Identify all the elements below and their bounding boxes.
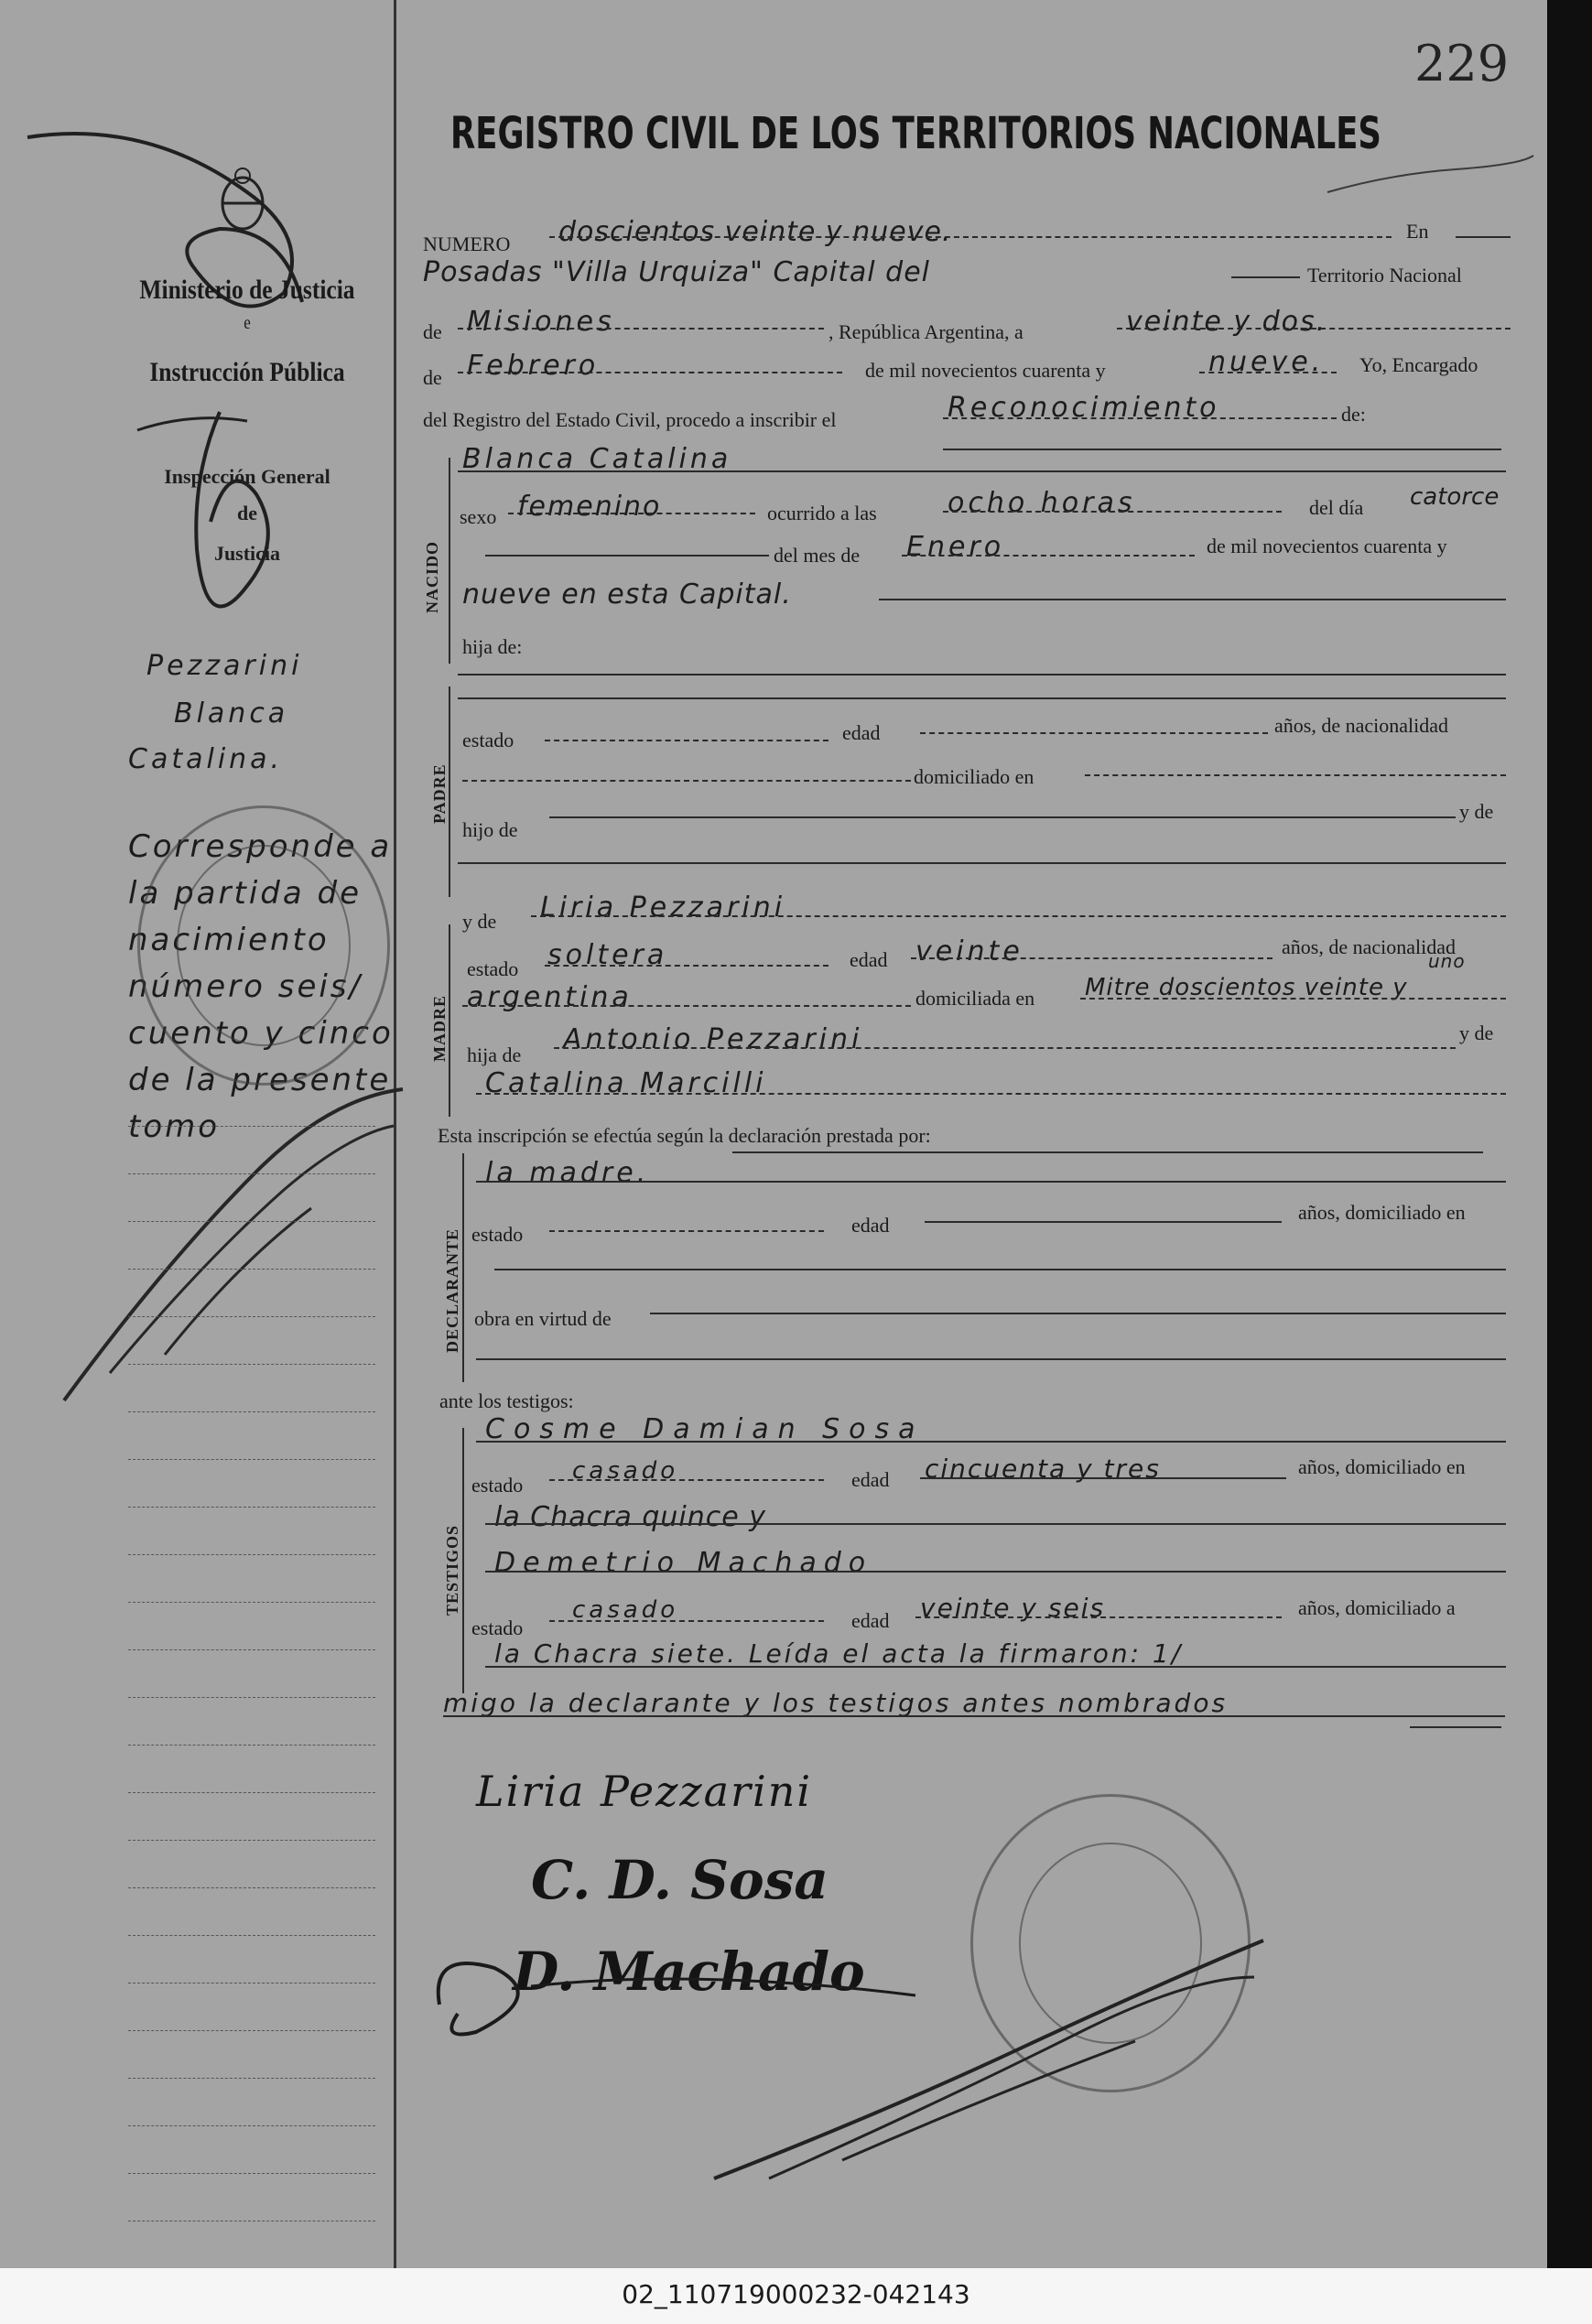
margin-ruled-line: [128, 1173, 375, 1175]
numero-line: [549, 236, 1392, 238]
footer-id: 02_110719000232-042143: [622, 2279, 970, 2309]
testigo1-edad-value: cincuenta y tres: [925, 1454, 1161, 1484]
declaracion-label: Esta inscripción se efectúa según la declaración prestada por:: [438, 1124, 931, 1147]
madre-domicilio-value: Mitre doscientos veinte y: [1085, 974, 1408, 1001]
margin-ruled-line: [128, 1887, 375, 1889]
madre-madre-value: Catalina Marcilli: [485, 1067, 767, 1099]
hora-line: [943, 511, 1282, 513]
declarante-estado-label: estado: [471, 1223, 524, 1246]
margin-name-line-2: Blanca: [174, 697, 289, 730]
margin-name-line-3: Catalina.: [128, 743, 284, 775]
testigo2-edad-line: [915, 1616, 1282, 1618]
margin-ruled-line: [128, 1745, 375, 1746]
numero-value: doscientos veinte y nueve.: [558, 216, 952, 248]
de2-label: de: [423, 366, 442, 389]
de-label: de: [423, 320, 442, 343]
en-line: [1456, 236, 1511, 238]
testigo1-name-line: [476, 1441, 1506, 1443]
madre-padre-line: [554, 1047, 1456, 1049]
margin-ruled-line: [128, 1792, 375, 1794]
signature-liria-pezzarini: Liria Pezzarini: [476, 1767, 813, 1816]
testigo2-edad-value: veinte y seis: [920, 1593, 1106, 1623]
madre-estado-value: soltera: [547, 939, 668, 971]
inspection-line-3: Justicia: [213, 542, 281, 565]
footer-bar: [0, 2268, 1592, 2324]
margin-annotation-line: de la presente: [128, 1062, 392, 1098]
month-value: Febrero: [467, 350, 600, 382]
madre-domicilio-extra: uno: [1428, 950, 1466, 972]
testigo2-estado-line: [549, 1620, 824, 1622]
year2-value: nueve en esta Capital.: [462, 578, 792, 611]
declarante-brace: [462, 1153, 464, 1382]
margin-stamp-inner: [177, 845, 351, 1046]
madre-anos-label: años, de nacionalidad: [1282, 935, 1456, 958]
margin-stamp: [137, 805, 390, 1086]
registrar-signature-scribble: [696, 1886, 1282, 2197]
ministry-line-2: e: [244, 313, 251, 333]
person-name-line: [458, 470, 1506, 472]
year-line: [1199, 372, 1337, 373]
year-value: nueve.: [1208, 346, 1325, 378]
padre-hijo-line: [549, 816, 1456, 818]
declarante-value: la madre.: [485, 1157, 650, 1189]
testigo2-anos-label: años, domiciliado a: [1298, 1596, 1456, 1619]
nacido-label: NACIDO: [423, 540, 441, 613]
territorio-label: Territorio Nacional: [1307, 264, 1462, 286]
signature-sosa: C. D. Sosa: [531, 1849, 828, 1911]
margin-ruled-line: [128, 1697, 375, 1699]
testigos-label: TESTIGOS: [443, 1524, 461, 1616]
declarante-edad-label: edad: [851, 1214, 890, 1237]
ministry-line-1: Ministerio de Justicia: [139, 275, 355, 305]
place-value: Posadas "Villa Urquiza" Capital del: [423, 256, 931, 288]
margin-ruled-line: [128, 1649, 375, 1651]
hora-value: ocho horas: [948, 487, 1136, 519]
declarante-anos-label: años, domiciliado en: [1298, 1201, 1466, 1224]
testigo2-estado-label: estado: [471, 1616, 524, 1639]
madre-label: MADRE: [430, 995, 449, 1062]
person-name-line-2: [943, 449, 1501, 450]
testigo2-edad-label: edad: [851, 1609, 890, 1632]
inspection-line-1: Inspección General: [164, 465, 330, 488]
mes-pre-line: [485, 555, 769, 557]
signature-machado: D. Machado: [513, 1940, 865, 2003]
margin-ruled-line: [128, 1554, 375, 1556]
madre-edad-label: edad: [850, 948, 888, 971]
registro-label: del Registro del Estado Civil, procedo a inscribir el: [423, 408, 837, 431]
madre-estado-label: estado: [467, 957, 519, 980]
testigos-brace: [462, 1428, 464, 1693]
numero-label: NUMERO: [423, 232, 511, 255]
margin-annotation-line: nacimiento: [128, 922, 330, 958]
person-name-value: Blanca Catalina: [462, 443, 732, 475]
page-number: 229: [1414, 35, 1510, 92]
testigo1-estado-value: casado: [572, 1457, 679, 1485]
margin-annotation-line: cuento y cinco: [128, 1015, 394, 1052]
padre-edad-label: edad: [842, 721, 881, 744]
testigo1-estado-line: [549, 1479, 824, 1481]
de3-label: de:: [1341, 403, 1366, 426]
madre-madre-line: [476, 1093, 1506, 1095]
act-type-line: [943, 417, 1337, 419]
margin-annotation-line: tomo: [128, 1108, 221, 1145]
madre-dom-line: [1080, 998, 1506, 1000]
madre-y-de-label: y de: [462, 910, 497, 933]
year2-label: de mil novecientos cuarenta y: [1207, 535, 1447, 557]
act-type-value: Reconocimiento: [948, 392, 1220, 424]
margin-ruled-line: [128, 1602, 375, 1604]
ocurrido-label: ocurrido a las: [767, 502, 877, 524]
margin-name-line-1: Pezzarini: [146, 650, 303, 682]
margin-diagonal-scribble: [55, 1080, 421, 1410]
declarante-edad-line: [925, 1221, 1282, 1223]
margin-annotation-line: número seis/: [128, 968, 363, 1005]
inspection-line-2: de: [237, 502, 257, 524]
nacido-brace: [449, 458, 450, 664]
closing-line-1: la Chacra siete. Leída el acta la firmaron: 1/: [494, 1638, 1184, 1669]
sexo-value: femenino: [517, 491, 662, 523]
testigo2-estado-value: casado: [572, 1596, 679, 1624]
place-line: [1231, 276, 1300, 278]
margin-ruled-line: [128, 1935, 375, 1937]
year-label: de mil novecientos cuarenta y: [865, 359, 1106, 382]
margin-ruled-line: [128, 1126, 375, 1128]
padre-edad-line: [920, 732, 1268, 734]
obra-line: [650, 1313, 1506, 1314]
territory-line: [458, 328, 824, 330]
sexo-line: [508, 513, 755, 514]
madre-nac-line: [462, 1005, 911, 1007]
dia-value: catorce: [1410, 483, 1500, 511]
page-title: REGISTRO CIVIL DE LOS TERRITORIOS NACIONALES: [450, 108, 1381, 159]
margin-ruled-line: [128, 1840, 375, 1842]
ministry-line-3: Instrucción Pública: [149, 357, 345, 387]
margin-ruled-line: [128, 2125, 375, 2127]
testigo1-name-value: Cosme Damian Sosa: [485, 1413, 925, 1445]
margin-ruled-line: [128, 1459, 375, 1461]
testigo1-edad-line: [920, 1477, 1286, 1479]
republica-label: , República Argentina, a: [828, 320, 1023, 343]
madre-nacionalidad-value: argentina: [467, 981, 633, 1013]
padre-dom-line: [1085, 774, 1506, 776]
madre-estado-line: [545, 965, 828, 967]
territory-value: Misiones: [467, 306, 615, 338]
obra-label: obra en virtud de: [474, 1307, 612, 1330]
closing-line-2: migo la declarante y los testigos antes nombrados: [443, 1688, 1229, 1718]
margin-ruled-line: [128, 1269, 375, 1270]
closing-line-1-rule: [485, 1666, 1506, 1668]
madre-y-de2-label: y de: [1459, 1021, 1494, 1044]
declarante-line-top: [732, 1151, 1483, 1153]
padre-nac-line: [462, 780, 911, 782]
hija-label: hija de:: [462, 635, 523, 658]
mes-line: [902, 555, 1195, 557]
closing-end-rule: [1410, 1726, 1501, 1728]
margin-annotation-line: la partida de: [128, 875, 362, 912]
testigo1-dom-line: [485, 1523, 1506, 1525]
madre-domiciliada-label: domiciliada en: [915, 987, 1035, 1010]
madre-name-line: [531, 915, 1506, 917]
declarante-line: [476, 1181, 1506, 1183]
year2-line: [879, 599, 1506, 600]
padre-line-1: [458, 697, 1506, 699]
declarante-label: DECLARANTE: [443, 1227, 461, 1353]
margin-ruled-line: [128, 2173, 375, 2175]
padre-hijo-label: hijo de: [462, 818, 518, 841]
declarante-dom-line: [494, 1269, 1506, 1270]
en-label: En: [1406, 220, 1429, 243]
padre-domiciliado-label: domiciliado en: [914, 765, 1034, 788]
margin-ruled-line: [128, 1364, 375, 1366]
mes-label: del mes de: [774, 544, 861, 567]
margin-annotation-line: Corresponde a: [128, 828, 393, 865]
testigo1-edad-label: edad: [851, 1468, 890, 1491]
margin-ruled-line: [128, 1507, 375, 1508]
testigo1-anos-label: años, domiciliado en: [1298, 1455, 1466, 1478]
madre-hija-label: hija de: [467, 1043, 522, 1066]
day-value: veinte y dos.: [1126, 306, 1327, 338]
margin-ruled-line: [128, 1411, 375, 1413]
month-line: [458, 372, 842, 373]
declarante-estado-line: [549, 1230, 824, 1232]
madre-name-value: Liria Pezzarini: [540, 892, 786, 924]
padre-line-end: [458, 862, 1506, 864]
margin-ruled-line: [128, 1221, 375, 1223]
padre-estado-line: [545, 740, 828, 741]
testigo1-estado-label: estado: [471, 1474, 524, 1497]
mes-value: Enero: [906, 531, 1005, 563]
margin-ruled-line: [128, 2030, 375, 2032]
madre-edad-line: [911, 957, 1273, 959]
sexo-label: sexo: [460, 505, 497, 528]
madre-padre-value: Antonio Pezzarini: [563, 1023, 863, 1055]
obra-line-2: [476, 1358, 1506, 1360]
margin-ruled-line: [128, 2221, 375, 2222]
padre-estado-label: estado: [462, 729, 514, 751]
padre-label: PADRE: [430, 763, 449, 824]
margin-ruled-line: [128, 2078, 375, 2080]
testigo2-name-value: Demetrio Machado: [494, 1547, 873, 1579]
padre-y-de-label: y de: [1459, 800, 1494, 823]
hija-line: [458, 674, 1506, 676]
testigo2-name-line: [485, 1571, 1506, 1573]
madre-edad-value: veinte: [915, 935, 1023, 967]
day-line: [1117, 328, 1511, 330]
testigos-intro: ante los testigos:: [439, 1389, 574, 1412]
padre-anos-label: años, de nacionalidad: [1274, 714, 1448, 737]
dia-label: del día: [1309, 496, 1364, 519]
header-scribble-mark: [1318, 137, 1538, 201]
testigo1-domicilio-value: la Chacra quince y: [494, 1501, 766, 1533]
margin-ruled-line: [128, 1983, 375, 1984]
encargado-label: Yo, Encargado: [1359, 353, 1478, 376]
margin-ruled-line: [128, 1316, 375, 1318]
closing-line-2-rule: [443, 1715, 1505, 1717]
